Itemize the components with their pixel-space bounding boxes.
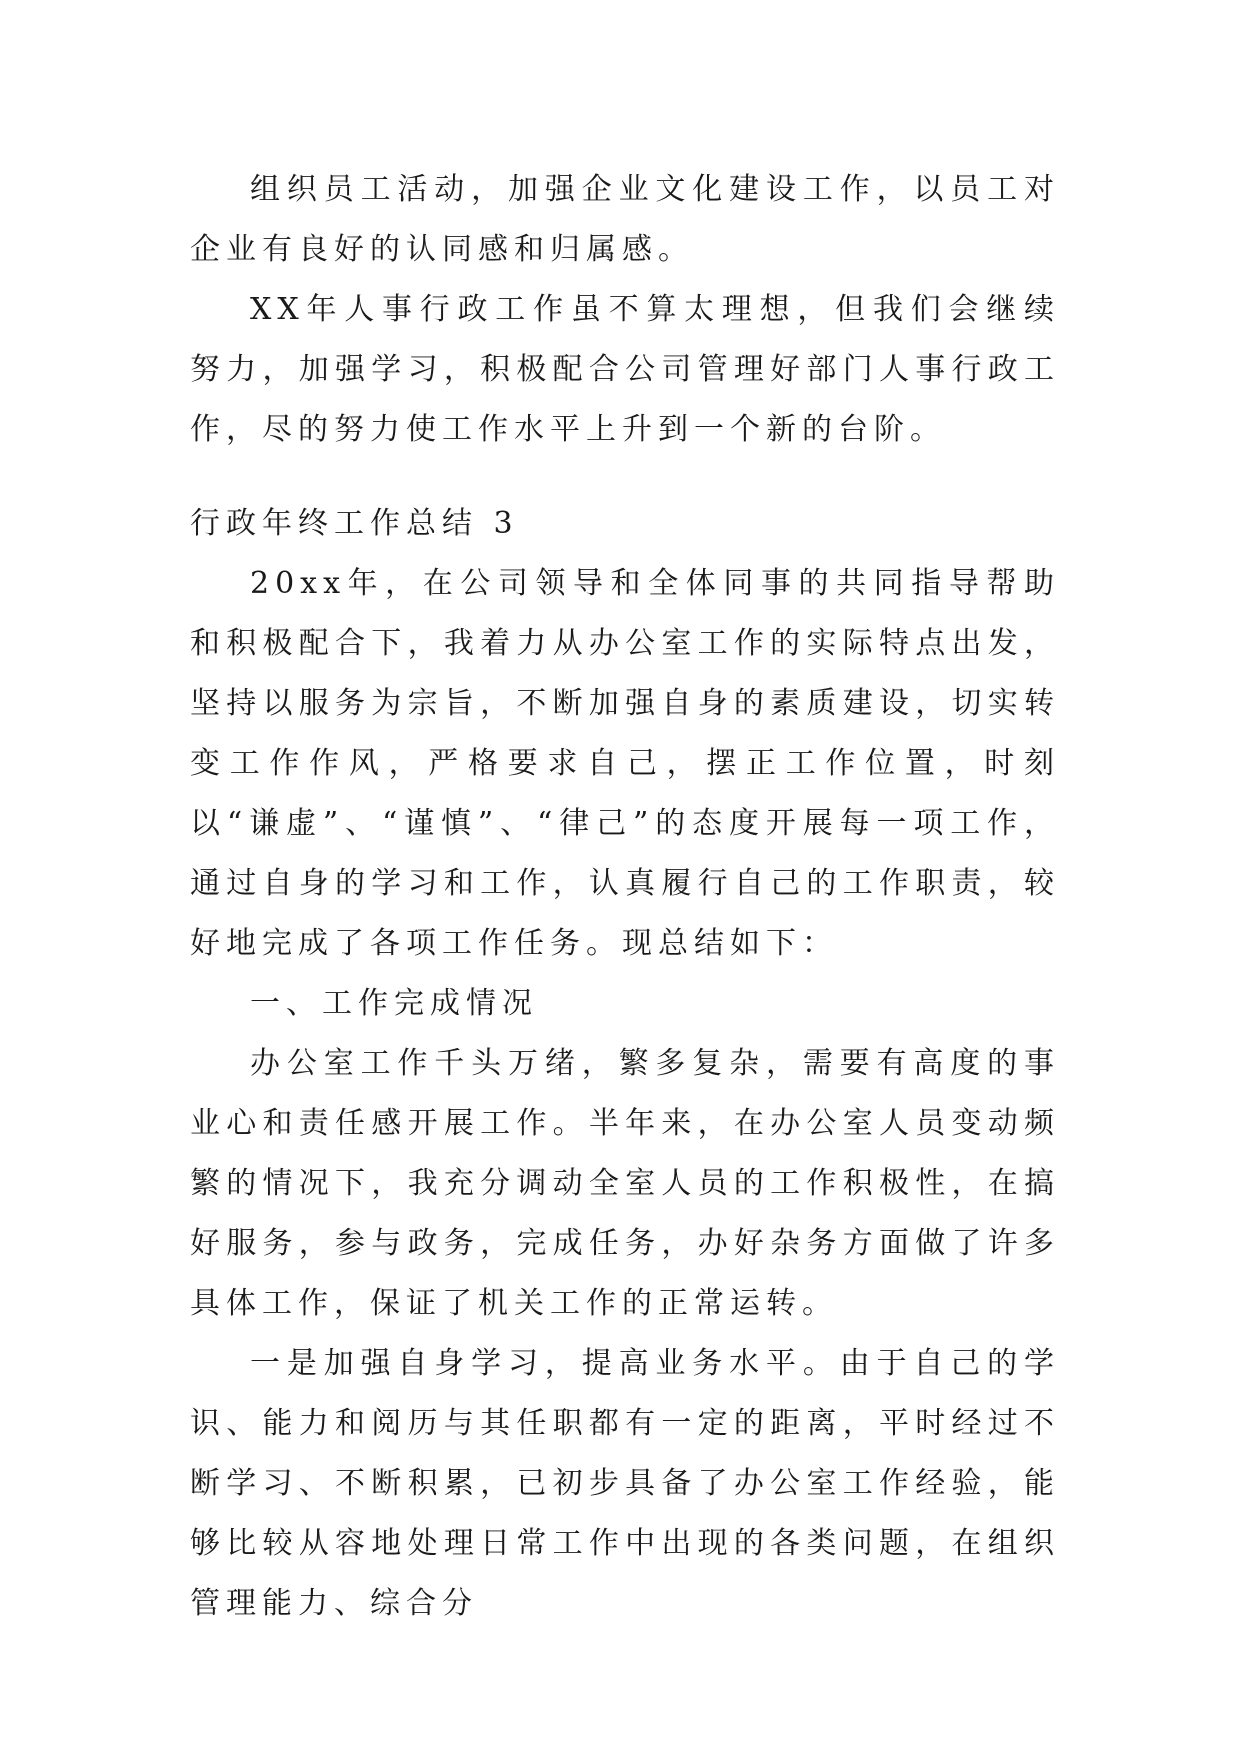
paragraph-culture-building: 组织员工活动，加强企业文化建设工作，以员工对企业有良好的认同感和归属感。 [190,172,1060,267]
paragraph-hr-admin-summary: XX年人事行政工作虽不算太理想，但我们会继续努力，加强学习，积极配合公司管理好部门人事行政工作，尽的努力使工作水平上升到一个新的台阶。 [190,292,1060,447]
paragraph-office-work: 办公室工作千头万绪，繁多复杂，需要有高度的事业心和责任感开展工作。半年来，在办公室人员变动频繁的情况下，我充分调动全室人员的工作积极性，在搞好服务，参与政务，完成任务，办好杂务方面做了许多具体工作，保证了机关工作的正常运转。 [190,1046,1060,1321]
section-title: 行政年终工作总结 3 [190,506,519,541]
paragraph-self-study: 一是加强自身学习，提高业务水平。由于自己的学识、能力和阅历与其任职都有一定的距离，平时经过不断学习、不断积累，已初步具备了办公室工作经验，能够比较从容地处理日常工作中出现的各类问题，在组织管理能力、综合分 [190,1346,1060,1621]
subheading-work-completion: 一、工作完成情况 [250,986,538,1021]
document-body [190,160,1060,1634]
paragraph-intro: 20xx年，在公司领导和全体同事的共同指导帮助和积极配合下，我着力从办公室工作的实际特点出发，坚持以服务为宗旨，不断加强自身的素质建设，切实转变工作作风，严格要求自己，摆正工作位置，时刻以“谦虚”、“谨慎”、“律己”的态度开展每一项工作，通过自身的学习和工作，认真履行自己的工作职责，较好地完成了各项工作任务。现总结如下： [190,566,1060,961]
